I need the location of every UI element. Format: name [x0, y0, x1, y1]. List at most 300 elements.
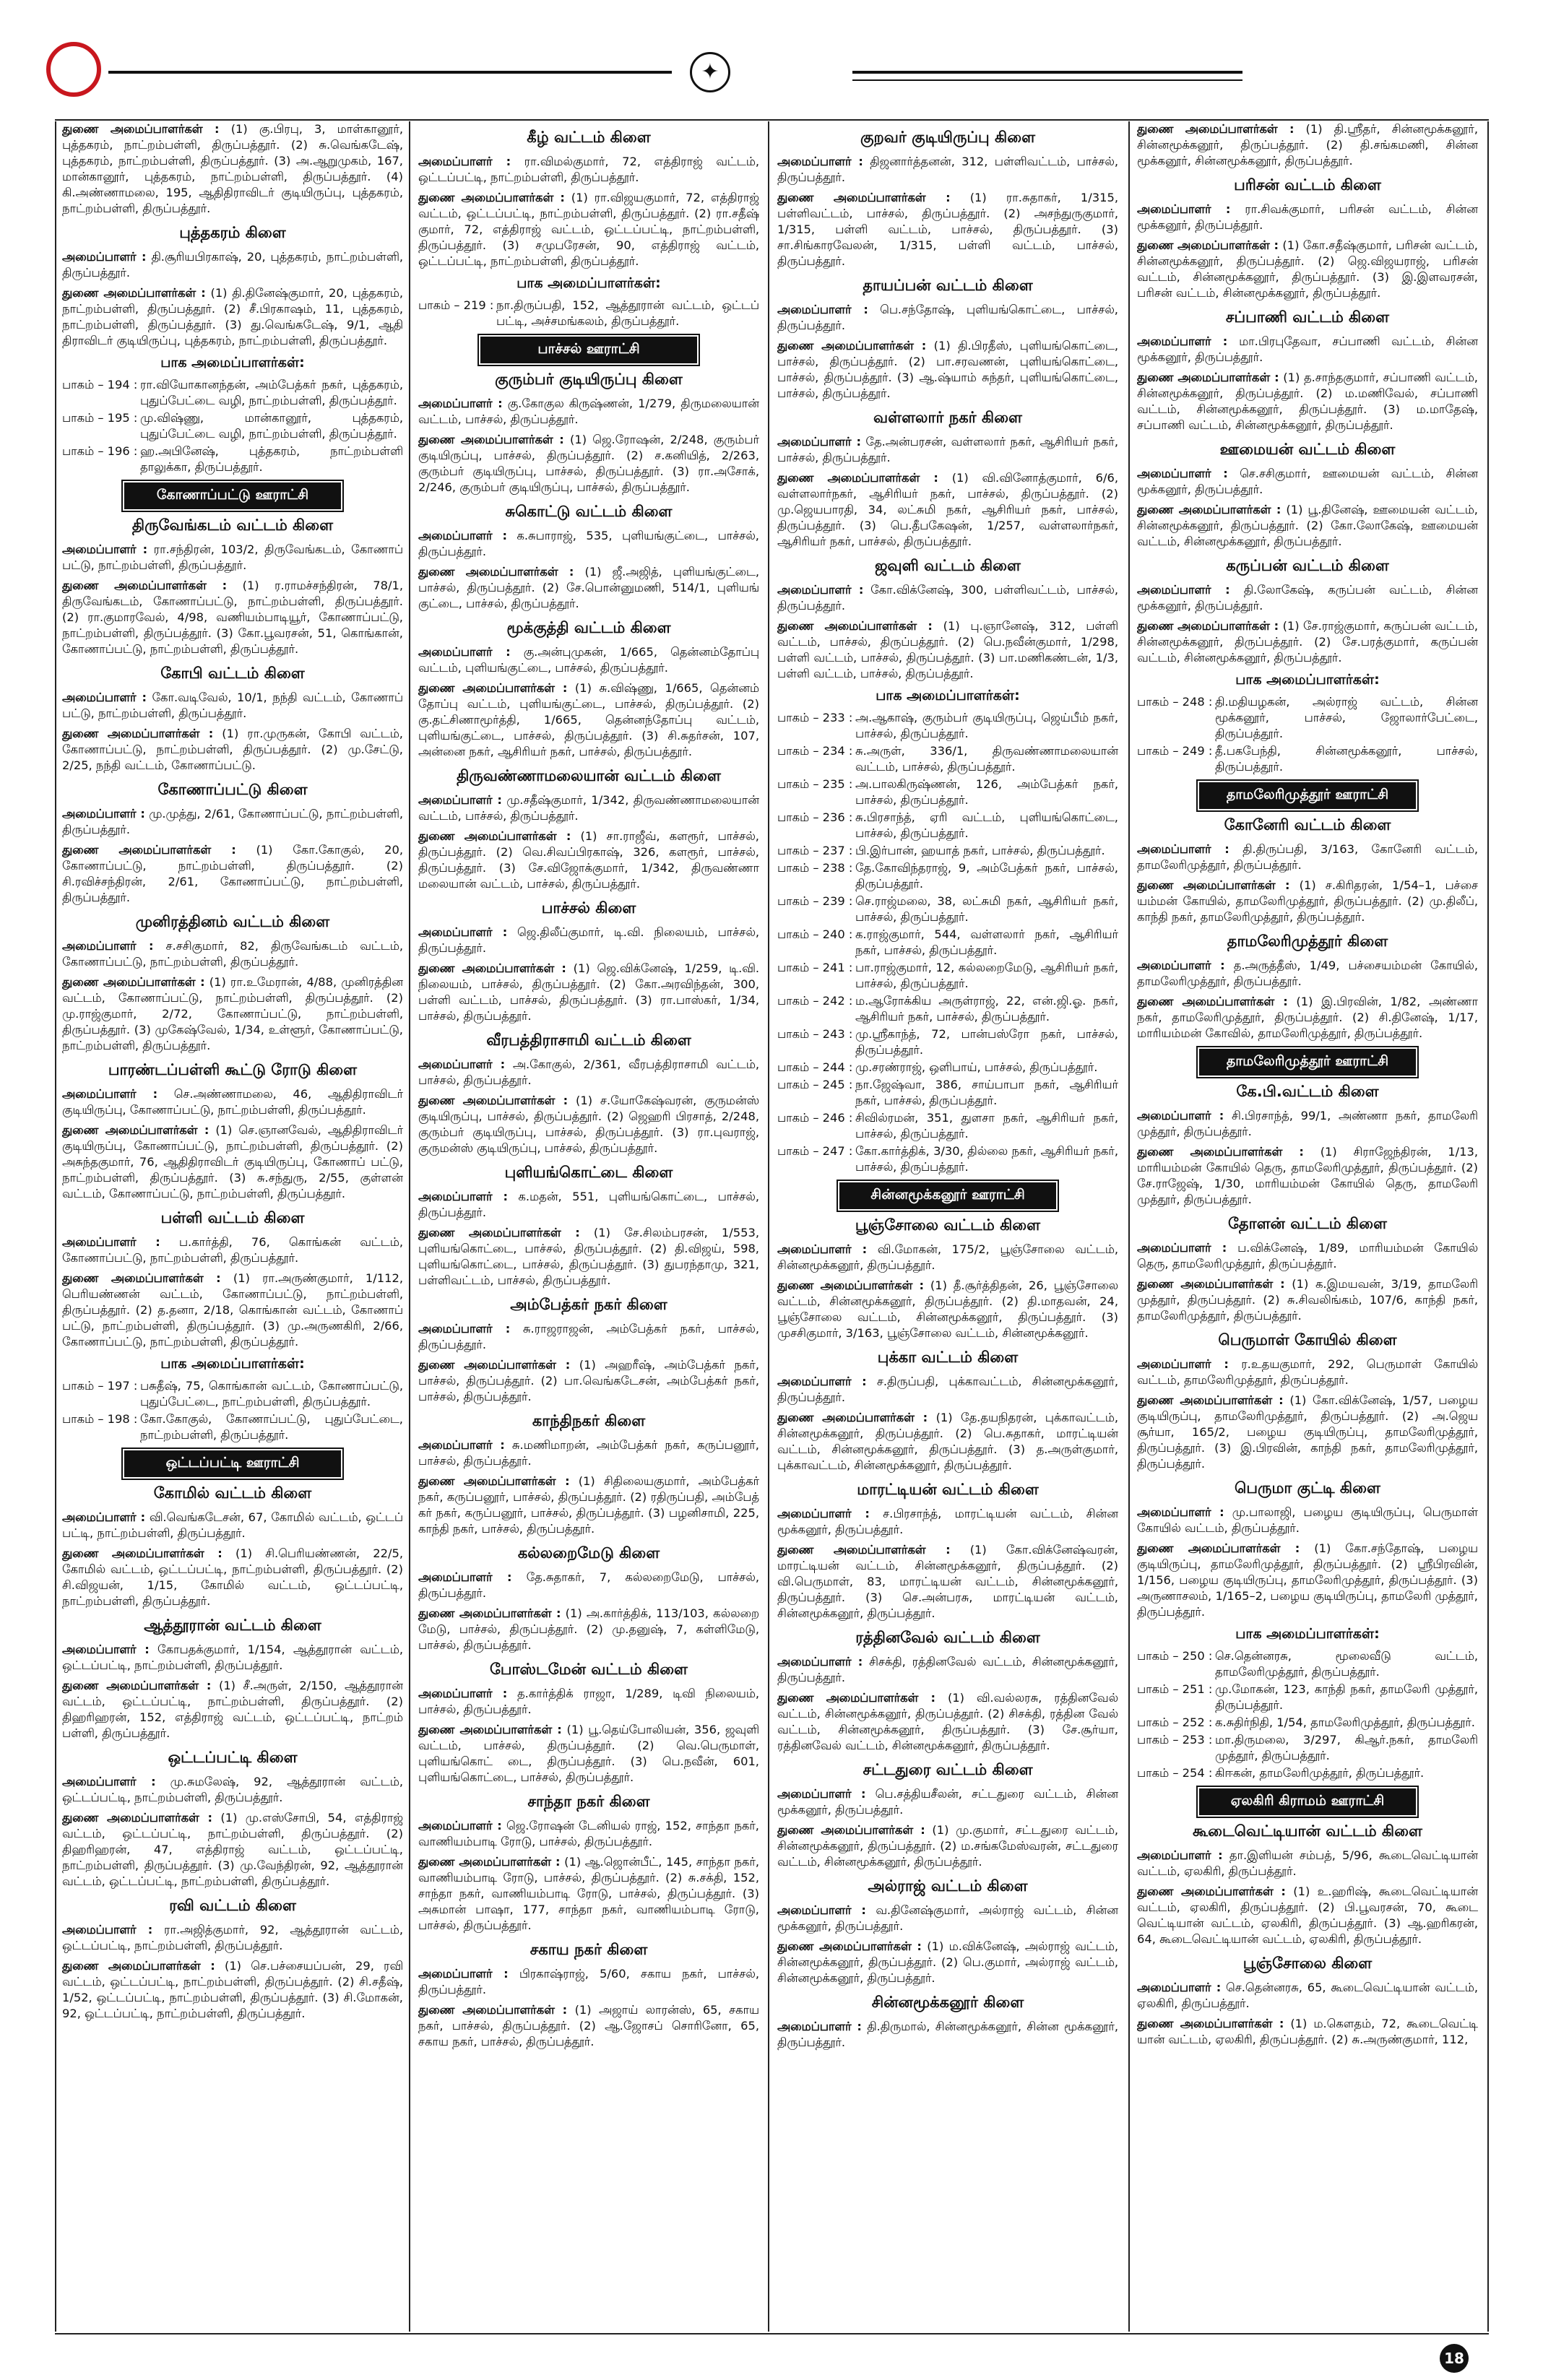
branch-heading: அல்ராஜ் வட்டம் கிளை [868, 1877, 1028, 1895]
role-label: அமைப்பாளர் : [1137, 1981, 1222, 1994]
member-details: (1) ஆ.ஜொன்பீட், 145, சாந்தா நகர், வாணியம்பாடி ரோடு, பாச்சல், திருப்பத்தூர். (2) சு.சக்தி, 152, சாந்தா நகர், வாணியம்பாடி ரோடு, பாச்சல், திருப்பத்தூர். (3) அசுமான் பாஷா, 177, சாந்தா நகர், வாணியம்பாடி ரோடு, பாச்சல், திருப்பத்தூர். [418, 1855, 759, 1932]
role-label: துணை அமைப்பாளர்கள் : [418, 1606, 561, 1620]
member-details: (1) பு.ஞானேஷ், 312, பள்ளி வட்டம், பாச்சல், திருப்பத்தூர். (2) பெ.நவீன்குமார், 1/298, பள்ளி வட்டம், பாச்சல், திருப்பத்தூர். (3) பா.மணிகண்டன், 1/3, பள்ளி வட்டம், பாச்சல், திருப்பத்தூர். [777, 619, 1118, 680]
role-label: அமைப்பாளர் : [418, 1570, 512, 1584]
booth-number: பாகம் – 240 : [777, 927, 853, 941]
role-label: அமைப்பாளர் : [418, 1967, 509, 1981]
member-details: (1) சே.சிலம்பரசன், 1/553, புளியங்கொட்டை, பாச்சல், திருப்பத்தூர். (2) தி.விஜய், 598, புளியங்கொட்டை, பாச்சல், திருப்பத்தூர். (3) துபரந்தாமு, 321, பள்ளிவட்டம், பாச்சல், திருப்பத்தூர். [418, 1226, 759, 1287]
member-paragraph [62, 1271, 403, 1350]
role-label: அமைப்பாளர் : [1137, 842, 1229, 856]
branch-heading: புளியங்கொட்டை கிளை [504, 1164, 673, 1181]
member-paragraph [777, 1242, 1118, 1273]
member-paragraph [418, 1474, 759, 1537]
member-paragraph [62, 121, 403, 217]
booth-organiser: மு.விஷ்ணு, மான்கானூர், புத்தகரம், புதுப்பேட்டை வழி, நாட்றம்பள்ளி, திருப்பத்தூர். [140, 411, 403, 441]
booth-row [777, 1026, 1118, 1058]
role-label: அமைப்பாளர் : [777, 1655, 863, 1669]
member-paragraph [418, 1437, 759, 1469]
role-label: துணை அமைப்பாளர்கள் : [62, 727, 214, 740]
role-label: அமைப்பாளர் : [62, 939, 154, 953]
booth-number: பாகம் – 243 : [777, 1027, 853, 1041]
role-label: துணை அமைப்பாளர்கள் : [1137, 2017, 1284, 2030]
member-details: (1) ரா.சுதாகர், 1/315, பள்ளிவட்டம், பாச்சல், திருப்பத்தூர். (2) அசந்துருகுமார், 1/315, பள்ளி வட்டம், பாச்சல், திருப்பத்தூர். (3) சா.சிங்காரவேலன், 1/315, பள்ளி வட்டம், பாச்சல், திருப்பத்தூர். [777, 191, 1118, 268]
member-paragraph [418, 1057, 759, 1089]
booth-section-heading: பாக அமைப்பாளர்கள்: [876, 688, 1020, 704]
member-paragraph [1137, 582, 1478, 614]
member-details: (1) ஜெ.ரோஷன், 2/248, குரும்பர் குடியிருப்பு, பாச்சல், திருப்பத்தூர். (2) ச.கனியித், 2/263, குரும்பர் குடியிருப்பு, பாச்சல், திருப்பத்தூர். (3) ரா.அசோக், 2/246, குரும்பர் குடியிருப்பு, பாச்சல், திருப்பத்தூர். [418, 433, 759, 494]
booth-row [777, 960, 1118, 992]
role-label: துணை அமைப்பாளர்கள் : [62, 843, 236, 857]
article-columns [55, 121, 1489, 2332]
member-details: (1) அஹரீஷ், அம்பேத்கர் நகர், பாச்சல், திருப்பத்தூர். (2) பா.வெங்கடேசன், அம்பேத்கர் நகர், பாச்சல், திருப்பத்தூர். [418, 1358, 759, 1403]
member-details: (1) ம.விக்னேஷ், அல்ராஜ் வட்டம், சின்னமூக்கனூர், திருப்பத்தூர். (2) பெ.குமார், அல்ராஜ் வட்டம், சின்னமூக்கனூர், திருப்பத்தூர். [777, 1939, 1118, 1985]
booth-row [1137, 1648, 1478, 1680]
member-paragraph [777, 1506, 1118, 1538]
booth-row [1137, 743, 1478, 775]
role-label: துணை அமைப்பாளர்கள் : [777, 1823, 925, 1837]
booth-row [1137, 1682, 1478, 1713]
role-label: அமைப்பாளர் : [62, 542, 148, 556]
role-label: துணை அமைப்பாளர்கள் : [1137, 1277, 1285, 1291]
member-paragraph [1137, 1144, 1478, 1208]
branch-heading: திருவண்ணாமலையான் வட்டம் கிளை [457, 767, 721, 784]
booth-organiser: மு.மோகன், 123, காந்தி நகர், தாமலேரி முத்தூர், திருப்பத்தூர். [1215, 1682, 1478, 1712]
member-paragraph [1137, 618, 1478, 666]
branch-heading: புக்கா வட்டம் கிளை [877, 1349, 1019, 1366]
member-paragraph [1137, 1848, 1478, 1879]
role-label: துணை அமைப்பாளர்கள் : [62, 579, 228, 592]
branch-heading: கோபி வட்டம் கிளை [160, 665, 305, 682]
member-details: (1) சா.ராஜீவ், களரூர், பாச்சல், திருப்பத்தூர். (2) வெ.சிவப்பிரகாஷ், 326, களரூர், பாச்சல், திருப்பத்தூர். (3) சே.விஜோக்குமார், 1/342, திருவண்ணா மலையான் வட்டம், பாச்சல், திருப்பத்தூர். [418, 829, 759, 891]
role-label: அமைப்பாளர் : [1137, 1505, 1224, 1519]
member-details: கோபதக்குமார், 1/154, ஆத்தூரான் வட்டம், ஒட்டப்பட்டி, நாட்றம்பள்ளி, திருப்பத்தூர். [62, 1643, 403, 1672]
branch-heading: பாச்சல் கிளை [541, 899, 636, 917]
role-label: துணை அமைப்பாளர்கள் : [777, 1543, 951, 1557]
member-paragraph [777, 338, 1118, 402]
member-details: (1) சிதிலையகுமார், அம்பேத்கர் நகர், கருப்பனூர், பாச்சல், திருப்பத்தூர். (2) ரதிருப்பதி, அம்பேத் கர் நகர், கருப்பனூர், பாச்சல், திருப்பத்தூர். (3) பழனிசாமி, 225, காந்தி நகர், பாச்சல், திருப்பத்தூர். [418, 1474, 759, 1536]
booth-number: பாகம் – 250 : [1137, 1649, 1213, 1663]
member-details: மு.பாலாஜி, பழைய குடியிருப்பு, பெருமாள் கோயில் வட்டம், திருப்பத்தூர். [1137, 1505, 1478, 1535]
role-label: அமைப்பாளர் : [418, 793, 502, 807]
role-label: துணை அமைப்பாளர்கள் : [1137, 238, 1279, 252]
branch-heading: கருப்பன் வட்டம் கிளை [1226, 557, 1389, 574]
role-label: துணை அமைப்பாளர்கள் : [62, 1679, 212, 1692]
member-paragraph [418, 1686, 759, 1718]
member-details: ப.விக்னேஷ், 1/89, மாரியம்மன் கோயில் தெரு, தாமலேரிமுத்தூர், திருப்பத்தூர். [1137, 1241, 1478, 1271]
booth-number: பாகம் – 238 : [777, 861, 853, 875]
booth-number: பாகம் – 242 : [777, 994, 853, 1008]
member-details: ரா.விமல்குமார், 72, எத்திராஜ் வட்டம், ஒட்டப்பட்டி, நாட்றம்பள்ளி, திருப்பத்தூர். [418, 155, 759, 184]
role-label: அமைப்பாளர் : [62, 807, 145, 821]
member-details: (1) சே.ராஜ்குமார், கருப்பன் வட்டம், சின்னமூக்கனூர், திருப்பத்தூர். (2) சே.பரத்குமார், கருப்பன் வட்டம், சின்னமூக்கனூர், திருப்பத்தூர். [1137, 619, 1478, 665]
role-label: அமைப்பாளர் : [777, 1242, 868, 1256]
member-details: (1) இ.பிரவின், 1/82, அண்ணா நகர், தாமலேரிமுத்தூர், திருப்பத்தூர். (2) சி.தினேஷ், 1/17, மாரியம்மன் கோவில், தாமலேரிமுத்தூர், திருப்பத்தூர். [1137, 995, 1478, 1040]
role-label: துணை அமைப்பாளர்கள் : [777, 471, 938, 485]
member-details: (1) மு.எஸ்சோபி, 54, எத்திராஜ் வட்டம், ஒட்டப்பட்டி, நாட்றம்பள்ளி, திருப்பத்தூர். (2) திஹரிஹரன், 47, எத்திராஜ் வட்டம், ஒட்டப்பட்டி, நாட்றம்பள்ளி, திருப்பத்தூர். (3) மு.வேந்திரன், 92, ஆத்தூரான் வட்டம், ஒட்டப்பட்டி, நாட்றம்பள்ளி, திருப்பத்தூர். [62, 1811, 403, 1888]
branch-heading: பரிசன் வட்டம் கிளை [1234, 176, 1381, 194]
booth-organiser: பி.இர்பான், ஹயாத் நகர், பாச்சல், திருப்பத்தூர். [855, 844, 1105, 857]
booth-section-heading: பாக அமைப்பாளர்கள்: [1235, 1626, 1380, 1642]
role-label: துணை அமைப்பாளர்கள் : [418, 1094, 569, 1107]
branch-heading: சுகொட்டு வட்டம் கிளை [505, 503, 673, 520]
booth-number: பாகம் – 234 : [777, 744, 853, 758]
role-label: துணை அமைப்பாளர்கள் : [418, 1855, 561, 1869]
role-label: அமைப்பாளர் : [62, 1643, 150, 1656]
member-paragraph [418, 1321, 759, 1353]
member-details: (1) சீ.அருள், 2/150, ஆத்தூரான் வட்டம், ஒட்டப்பட்டி, நாட்றம்பள்ளி, திருப்பத்தூர். (2) திஹரிஹரன், 152, எத்திராஜ் வட்டம், ஒட்டப்பட்டி, நாட்றம் பள்ளி, திருப்பத்தூர். [62, 1679, 403, 1740]
booth-organiser: தி.மதியழகன், அல்ராஜ் வட்டம், சின்ன மூக்கனூர், பாச்சல், ஜோலார்பேட்டை, திருப்பத்தூர். [1215, 695, 1478, 740]
branch-heading: சாந்தா நகர் கிளை [527, 1793, 650, 1810]
member-details: (1) கு.பிரபு, 3, மாள்கானூர், புத்தகரம், நாட்றம்பள்ளி, திருப்பத்தூர். (2) சு.வெங்கடேஷ், புத்தகரம், நாட்றம்பள்ளி, திருப்பத்தூர். (3) அ.ஆறுமுகம், 167, மான்கானூர், புத்தகரம், நாட்றம்பள்ளி, திருப்பத்தூர். (4) கி.அண்ணாமலை, 195, ஆதிதிராவிடர் குடியிருப்பு, புத்தகரம், நாட்றம்பள்ளி, திருப்பத்தூர். [62, 122, 403, 215]
booth-row [777, 993, 1118, 1025]
member-details: ஜெ.ரோஷன் டேனியல் ராஜ், 152, சாந்தா நகர், வாணியம்பாடி ரோடு, பாச்சல், திருப்பத்தூர். [418, 1819, 759, 1848]
branch-heading: புத்தகரம் கிளை [179, 224, 286, 241]
branch-heading: தோளன் வட்டம் கிளை [1228, 1215, 1387, 1232]
booth-organiser: மு.சரண்ராஜ், ஒளிபாய், பாச்சல், திருப்பத்தூர். [855, 1060, 1098, 1074]
booth-number: பாகம் – 245 : [777, 1078, 853, 1091]
member-paragraph [777, 1542, 1118, 1622]
member-details: (1) உ.ஹரிஷ், கூடைவெட்டியான் வட்டம், ஏலகிரி, திருப்பத்தூர். (2) பி.பூவரசன், 70, கூடை வெட்டியான் வட்டம், ஏலகிரி, திருப்பத்தூர். (3) ஆ.ஹரிகரன், 64, கூடைவெட்டியான் வட்டம், ஏலகிரி, திருப்பத்தூர். [1137, 1884, 1478, 1946]
member-details: கு.கோகுல கிருஷ்ணன், 1/279, திருமலையான் வட்டம், பாச்சல், திருப்பத்தூர். [418, 397, 759, 426]
branch-heading: பூஞ்சோலை கிளை [1242, 1955, 1373, 1972]
role-label: துணை அமைப்பாளர்கள் : [1137, 619, 1279, 633]
branch-heading: பூஞ்சோலை வட்டம் கிளை [855, 1216, 1041, 1234]
member-details: த.அருத்தீஸ், 1/49, பச்சையம்மன் கோயில், தாமலேரிமுத்தூர், திருப்பத்தூர். [1137, 959, 1478, 988]
member-paragraph [1137, 334, 1478, 365]
member-details: தே.சுதாகர், 7, கல்லறைமேடு, பாச்சல், திருப்பத்தூர். [418, 1570, 759, 1600]
member-details: (1) கோ.விக்னேஷ், 1/57, பழைய குடியிருப்பு, தாமலேரிமுத்தூர், திருப்பத்தூர். (2) அ.ஜெய சூர்யா, 165/2, பழைய குடியிருப்பு, தாமலேரிமுத்தூர், திருப்பத்தூர். (3) இ.பிரவின், காந்தி நகர், தாமலேரிமுத்தூர், திருப்பத்தூர். [1137, 1393, 1478, 1471]
member-paragraph [62, 542, 403, 574]
booth-organiser: நா.திருப்பதி, 152, ஆத்தூரான் வட்டம், ஒட்டப் பட்டி, அச்சமங்கலம், திருப்பத்தூர். [496, 298, 759, 328]
member-paragraph [418, 828, 759, 892]
booth-section-heading: பாக அமைப்பாளர்கள்: [1235, 672, 1380, 688]
booth-section-heading: பாக அமைப்பாளர்கள்: [160, 355, 305, 371]
header-rule-left [108, 71, 672, 74]
member-details: வி.மோகன், 175/2, பூஞ்சோலை வட்டம், சின்னமூக்கனூர், திருப்பத்தூர். [777, 1242, 1118, 1272]
branch-heading: ஆத்தூரான் வட்டம் கிளை [144, 1617, 321, 1634]
booth-organiser: மா.திருமலை, 3/297, கிஆர்.நகர், தாமலேரி முத்தூர், திருப்பத்தூர். [1215, 1733, 1478, 1762]
booth-organiser: கோ.கோகுல், கோணாப்பட்டு, புதுப்பேட்டை, நாட்றம்பள்ளி, திருப்பத்தூர். [140, 1412, 403, 1442]
branch-heading: சப்பாணி வட்டம் கிளை [1225, 308, 1390, 326]
booth-organiser: கிஈகன், தாமலேரிமுத்தூர், திருப்பத்தூர். [1215, 1766, 1425, 1780]
member-details: (1) தே.தயநிதரன், புக்காவட்டம், சின்னமூக்கனூர், திருப்பத்தூர். (2) பெ.சுதாகர், மாரட்டியன் வட்டம், சின்னமூக்கனூர், திருப்பத்தூர். (3) த.அருள்குமார், புக்காவட்டம், சின்னமூக்கனூர், திருப்பத்தூர். [777, 1411, 1118, 1472]
member-paragraph [418, 1722, 759, 1786]
member-details: (1) பூ.தெய்போலியன், 356, ஜவுளி வட்டம், பாச்சல், திருப்பத்தூர். (2) வெ.பெருமாள், புளியங்கொட் டை, திருப்பத்தூர். (3) பெ.நவீன், 601, புளியங்கொட்டை, பாச்சல், திருப்பத்தூர். [418, 1723, 759, 1784]
role-label: அமைப்பாளர் : [418, 397, 503, 410]
branch-heading: கோணாப்பட்டு கிளை [157, 781, 308, 798]
member-details: (1) ம.கௌதம், 72, கூடைவெட்டி யான் வட்டம், ஏலகிரி, திருப்பத்தூர். (2) சு.அருண்குமார், 112, [1137, 2017, 1478, 2046]
booth-number: பாகம் – 219 : [418, 298, 494, 312]
branch-heading: ஒட்டப்பட்டி கிளை [168, 1749, 298, 1766]
role-label: துணை அமைப்பாளர்கள் : [418, 681, 568, 695]
member-paragraph [1137, 1505, 1478, 1536]
member-paragraph [62, 1678, 403, 1741]
member-details: (1) கோ.சதீஷ்குமார், பரிசன் வட்டம், சின்னமூக்கனூர், திருப்பத்தூர். (2) ஜெ.விஜயராஜ், பரிசன் வட்டம், சின்னமூக்கனூர், திருப்பத்தூர். (3) இ.இளவரசன், பரிசன் வட்டம், சின்னமூக்கனூர், திருப்பத்தூர். [1137, 238, 1478, 300]
role-label: துணை அமைப்பாளர்கள் : [777, 1691, 936, 1705]
member-paragraph [418, 961, 759, 1024]
branch-heading: சின்னமூக்கனூர் கிளை [871, 1994, 1024, 2011]
member-paragraph [418, 644, 759, 676]
member-details: மு.முத்து, 2/61, கோணாப்பட்டு, நாட்றம்பள்ளி, திருப்பத்தூர். [62, 807, 403, 836]
member-paragraph [62, 974, 403, 1054]
member-details: (1) செ.ஞானவேல், ஆதிதிராவிடர் குடியிருப்பு, கோணாப்பட்டு, நாட்றம்பள்ளி, திருப்பத்தூர். (2) அசுந்தகுமார், 76, ஆதிதிராவிடர் குடியிருப்பு, கோணாப் பட்டு, நாட்றம்பள்ளி, திருப்பத்தூர். (3) சு.சந்துரு, 2/55, குள்ளன் வட்டம், கோணாப்பட்டு, நாட்றம்பள்ளி, திருப்பத்தூர். [62, 1123, 403, 1200]
member-paragraph [418, 2002, 759, 2050]
role-label: துணை அமைப்பாளர்கள் : [777, 1411, 928, 1424]
booth-row [1137, 1765, 1478, 1781]
role-label: அமைப்பாளர் : [418, 529, 507, 542]
booth-number: பாகம் – 195 : [62, 411, 138, 425]
role-label: அமைப்பாளர் : [1137, 1109, 1224, 1122]
member-details: (1) கோ.கோகுல், 20, கோணாப்பட்டு, நாட்றம்பள்ளி, திருப்பத்தூர். (2) சி.ரவிச்சந்திரன், 2/61, கோணாப்பட்டு, நாட்றம்பள்ளி, திருப்பத்தூர். [62, 843, 403, 904]
member-details: (1) க.இமயவன், 3/19, தாமலேரி முத்தூர், திருப்பத்தூர். (2) சு.சிவலிங்கம், 107/6, காந்தி நகர், தாமலேரிமுத்தூர், திருப்பத்தூர். [1137, 1277, 1478, 1323]
text-column-3 [777, 121, 1118, 2332]
member-details: (1) தி.பிரதீஸ், புளியங்கொட்டை, பாச்சல், திருப்பத்தூர். (2) பா.சரவணன், புளியங்கொட்டை, பாச்சல், திருப்பத்தூர். (3) ஆ.ஷ்யாம் சுந்தர், புளியங்கொட்டை, பாச்சல், திருப்பத்தூர். [777, 339, 1118, 400]
member-paragraph [418, 1570, 759, 1601]
booth-number: பாகம் – 241 : [777, 961, 853, 974]
booth-row [1137, 694, 1478, 742]
member-paragraph [1137, 1884, 1478, 1947]
member-paragraph [62, 1086, 403, 1118]
booth-row [777, 1077, 1118, 1109]
branch-heading: தாயப்பன் வட்டம் கிளை [863, 277, 1033, 294]
emblem-icon: ✦ [690, 52, 730, 92]
role-label: அமைப்பாளர் : [777, 1903, 866, 1917]
member-details: திஜனார்த்தனன், 312, பள்ளிவட்டம், பாச்சல், திருப்பத்தூர். [777, 155, 1118, 184]
member-paragraph [1137, 1356, 1478, 1388]
member-paragraph [418, 1854, 759, 1934]
role-label: துணை அமைப்பாளர்கள் : [1137, 878, 1290, 892]
header-rule-right-thin [852, 79, 1242, 81]
member-details: சு.மணிமாறன், அம்பேத்கர் நகர், கருப்பனூர், பாச்சல், திருப்பத்தூர். [418, 1438, 759, 1468]
member-details: (1) வி.வல்லரசு, ரத்தினவேல் வட்டம், சின்னமூக்கனூர், திருப்பத்தூர். (2) சிசக்தி, ரத்தின வேல் வட்டம், சின்னமூக்கனூர், திருப்பத்தூர். (3) சே.சூர்யா, ரத்தினவேல் வட்டம், சின்னமூக்கனூர், திருப்பத்தூர். [777, 1691, 1118, 1752]
role-label: துணை அமைப்பாளர்கள் : [418, 829, 571, 843]
booth-organiser: கோ.கார்த்திக், 3/30, தில்லை நகர், ஆசிரியர் நகர், பாச்சல், திருப்பத்தூர். [855, 1144, 1118, 1174]
booth-row [418, 298, 759, 329]
member-details: வ.தினேஷ்குமார், அல்ராஜ் வட்டம், சின்ன மூக்கனூர், திருப்பத்தூர். [777, 1903, 1118, 1933]
member-paragraph [418, 396, 759, 428]
member-paragraph [1137, 1393, 1478, 1472]
member-paragraph [1137, 1240, 1478, 1272]
text-column-4 [1137, 121, 1478, 2332]
member-paragraph [777, 1374, 1118, 1406]
booth-row [1137, 1715, 1478, 1731]
page-header [0, 0, 1543, 123]
role-label: அமைப்பாளர் : [418, 1438, 505, 1452]
booth-number: பாகம் – 244 : [777, 1060, 853, 1074]
member-details: (1) வி.வினோத்குமார், 6/6, வள்ளலார்நகர், ஆசிரியர் நகர், பாச்சல், திருப்பத்தூர். (2) மு.ஜெயபாரதி, 34, லட்சுமி நகர், ஆசிரியர் நகர், பாச்சல், திருப்பத்தூர். (3) பெ.தீபகேஷன், 1/257, வள்ளலார்நகர், ஆசிரியர் நகர், பாச்சல், திருப்பத்தூர். [777, 471, 1118, 548]
member-paragraph [1137, 1541, 1478, 1620]
booth-row [62, 410, 403, 442]
member-paragraph [1137, 878, 1478, 925]
member-paragraph [1137, 2016, 1478, 2048]
member-details: தி.சூரியபிரகாஷ், 20, புத்தகரம், நாட்றம்பள்ளி, திருப்பத்தூர். [62, 250, 403, 280]
member-paragraph [1137, 1980, 1478, 2012]
member-paragraph [777, 618, 1118, 682]
booth-row [777, 1143, 1118, 1175]
member-paragraph [418, 792, 759, 824]
role-label: துணை அமைப்பாளர்கள் : [1137, 1393, 1284, 1407]
booth-number: பாகம் – 236 : [777, 810, 853, 824]
role-label: அமைப்பாளர் : [1137, 334, 1228, 348]
booth-row [62, 1378, 403, 1410]
member-paragraph [418, 925, 759, 956]
member-details: ச.திருப்பதி, புக்காவட்டம், சின்னமூக்கனூர், திருப்பத்தூர். [777, 1375, 1118, 1404]
member-paragraph [62, 1642, 403, 1674]
member-details: (1) ர.ராமச்சந்திரன், 78/1, திருவேங்கடம், கோணாப்பட்டு, நாட்றம்பள்ளி, திருப்பத்தூர். (2) ரா.குமாரவேல், 4/98, வணியம்பாடியூர், கோணாப்பட்டு, நாட்றம்பள்ளி, திருப்பத்தூர். (3) கோ.பூவரசன், 51, கொங்கான், கோணாப்பட்டு, நாட்றம்பள்ளி, திருப்பத்தூர். [62, 579, 403, 656]
role-label: துணை அமைப்பாளர்கள் : [62, 122, 220, 136]
booth-row [777, 860, 1118, 892]
member-paragraph [777, 470, 1118, 550]
role-label: துணை அமைப்பாளர்கள் : [62, 286, 206, 300]
booth-organiser: செ.ராஜ்மலை, 38, லட்சுமி நகர், ஆசிரியர் நகர், பாச்சல், திருப்பத்தூர். [855, 894, 1118, 924]
member-details: பெ.சத்தியசீலன், சட்டதுரை வட்டம், சின்ன மூக்கனூர், திருப்பத்தூர். [777, 1787, 1118, 1817]
member-paragraph [418, 1189, 759, 1221]
role-label: அமைப்பாளர் : [418, 925, 508, 939]
booth-organiser: அ.பாலகிருஷ்ணன், 126, அம்பேத்கர் நகர், பாச்சல், திருப்பத்தூர். [855, 777, 1118, 807]
role-label: அமைப்பாளர் : [777, 155, 863, 168]
member-details: (1) தி.ஸ்ரீதர், சின்னமூக்கனூர், சின்னமூக்கனூர், திருப்பத்தூர். (2) தி.சங்கமணி, சின்ன மூக்கனூர், சின்னமூக்கனூர், திருப்பத்தூர். [1137, 122, 1478, 168]
member-paragraph [62, 726, 403, 774]
member-paragraph [62, 938, 403, 970]
booth-organiser: மு.ஸ்ரீகாந்த், 72, பான்பஸ்ரோ நகர், பாச்சல், திருப்பத்தூர். [855, 1027, 1118, 1057]
booth-number: பாகம் – 239 : [777, 894, 853, 908]
member-details: (1) ஜெ.விக்னேஷ், 1/259, டி.வி. நிலையம், பாச்சல், திருப்பத்தூர். (2) கோ.அரவிந்தன், 300, பள்ளி வட்டம், பாச்சல், திருப்பத்தூர். (3) ரா.பாஸ்கர், 1/34, பாச்சல், திருப்பத்தூர். [418, 961, 759, 1023]
member-paragraph [777, 1939, 1118, 1986]
panchayat-banner: கோணாப்பட்டு ஊராட்சி [124, 483, 340, 509]
member-details: மு.சுமலேஷ், 92, ஆத்தூரான் வட்டம், ஒட்டப்பட்டி, நாட்றம்பள்ளி, திருப்பத்தூர். [62, 1775, 403, 1804]
role-label: அமைப்பாளர் : [1137, 1848, 1223, 1862]
member-paragraph [418, 1966, 759, 1998]
member-paragraph [777, 1278, 1118, 1341]
member-paragraph [1137, 238, 1478, 301]
role-label: அமைப்பாளர் : [62, 691, 147, 704]
member-details: செ.சசிகுமார், ஊமையன் வட்டம், சின்ன மூக்கனூர், திருப்பத்தூர். [1137, 467, 1478, 496]
booth-section-heading: பாக அமைப்பாளர்கள்: [160, 1356, 305, 1372]
role-label: அமைப்பாளர் : [1137, 202, 1231, 216]
member-details: ரா.சிவக்குமார், பரிசன் வட்டம், சின்ன மூக்கனூர், திருப்பத்தூர். [1137, 202, 1478, 232]
role-label: துணை அமைப்பாளர்கள் : [1137, 1145, 1304, 1159]
booth-organiser: அ.ஆகாஷ், குரும்பர் குடியிருப்பு, ஜெய்பீம் நகர், பாச்சல், திருப்பத்தூர். [855, 711, 1118, 740]
member-paragraph [62, 806, 403, 838]
role-label: துணை அமைப்பாளர்கள் : [62, 1811, 213, 1825]
member-paragraph [777, 1690, 1118, 1754]
booth-organiser: சு.பிரசாந்த், ஏரி வட்டம், புளியங்கொட்டை, பாச்சல், திருப்பத்தூர். [855, 810, 1118, 840]
member-details: கோ.விக்னேஷ், 300, பள்ளிவட்டம், பாச்சல், திருப்பத்தூர். [777, 583, 1118, 613]
role-label: அமைப்பாளர் : [777, 303, 868, 316]
booth-organiser: ஹ.அபினேஷ், புத்தகரம், நாட்றம்பள்ளி தாலுக்கா, திருப்பத்தூர். [140, 444, 403, 474]
branch-heading: வீரபத்திராசாமி வட்டம் கிளை [486, 1031, 691, 1049]
page-number: 18 [1440, 2344, 1469, 2373]
member-details: ரா.சந்திரன், 103/2, திருவேங்கடம், கோணாப் பட்டு, நாட்றம்பள்ளி, திருப்பத்தூர். [62, 542, 403, 572]
member-details: (1) ஜீ.அஜித், புளியங்குட்டை, பாச்சல், திருப்பத்தூர். (2) சே.பொன்னுமணி, 514/1, புளியங் குட்டை, பாச்சல், திருப்பத்தூர். [418, 565, 759, 610]
member-paragraph [418, 1225, 759, 1289]
member-details: செ.தென்னரசு, 65, கூடைவெட்டியான் வட்டம், ஏலகிரி, திருப்பத்தூர். [1137, 1981, 1478, 2010]
branch-heading: தாமலேரிமுத்தூர் கிளை [1227, 932, 1388, 950]
member-details: (1) மு.குமார், சட்டதுரை வட்டம், சின்னமூக்கனூர், திருப்பத்தூர். (2) ம.சங்கமேஸ்வரன், சட்டதுரை வட்டம், சின்னமூக்கனூர், திருப்பத்தூர். [777, 1823, 1118, 1869]
booth-row [62, 1411, 403, 1443]
member-paragraph [777, 154, 1118, 186]
member-paragraph [1137, 502, 1478, 550]
role-label: துணை அமைப்பாளர்கள் : [62, 1959, 215, 1973]
member-paragraph [62, 842, 403, 906]
branch-heading: கூடைவெட்டியான் வட்டம் கிளை [1193, 1822, 1422, 1840]
branch-heading: கல்லறைமேடு கிளை [517, 1544, 660, 1562]
role-label: அமைப்பாளர் : [418, 645, 511, 659]
booth-row [1137, 1732, 1478, 1764]
member-paragraph [1137, 202, 1478, 233]
member-paragraph [777, 302, 1118, 334]
role-label: அமைப்பாளர் : [1137, 1357, 1229, 1371]
panchayat-banner: ஒட்டப்பட்டி ஊராட்சி [124, 1450, 340, 1477]
booth-number: பாகம் – 235 : [777, 777, 853, 791]
booth-row [62, 377, 403, 409]
booth-organiser: சிவில்ரமன், 351, துளசா நகர், ஆசிரியர் நகர், பாச்சல், திருப்பத்தூர். [855, 1111, 1118, 1141]
member-details: (1) தீ.சூர்த்திதன், 26, பூஞ்சோலை வட்டம், சின்னமூக்கனூர், திருப்பத்தூர். (2) தி.மாதவன், 24, பூஞ்சோலை வட்டம், சின்னமூக்கனூர், திருப்பத்தூர். (3) முசசிகுமார், 3/163, பூஞ்சோலை வட்டம், சின்னமூக்கனூர். [777, 1278, 1118, 1340]
branch-heading: பெருமா குட்டி கிளை [1235, 1479, 1380, 1497]
member-paragraph [418, 1357, 759, 1405]
role-label: அமைப்பாளர் : [418, 1687, 508, 1700]
branch-heading: ஊமையன் வட்டம் கிளை [1219, 441, 1396, 458]
member-details: (1) கோ.விக்னேஷ்வரன், மாரட்டியன் வட்டம், சின்னமூக்கனூர், திருப்பத்தூர். (2) வி.பெருமாள், 83, மாரட்டியன் வட்டம், சின்னமூக்கனூர், திருப்பத்தூர். (3) செ.அன்பரசு, மாரட்டியன் வட்டம், சின்னமூக்கனூர், திருப்பத்தூர். [777, 1543, 1118, 1620]
booth-row [777, 843, 1118, 859]
member-details: (1) ச.யோகேஷ்வரன், குருமன்ஸ் குடியிருப்பு, பாச்சல், திருப்பத்தூர். (2) ஜெஹரி பிரசாத், 2/248, குரும்பர் குடியிருப்பு, பாச்சல், திருப்பத்தூர். (3) ரா.புவராஜ், குருமன்ஸ் குடியிருப்பு, பாச்சல், திருப்பத்தூர். [418, 1094, 759, 1155]
booth-organiser: தே.கோவிந்தராஜ், 9, அம்பேத்கர் நகர், பாச்சல், திருப்பத்தூர். [855, 861, 1118, 891]
booth-row [777, 710, 1118, 742]
booth-number: பாகம் – 233 : [777, 711, 853, 724]
frame-bottom-rule [55, 2333, 1489, 2334]
role-label: அமைப்பாளர் : [777, 1375, 867, 1388]
red-circle-ornament [46, 42, 101, 97]
branch-heading: முனிரத்தினம் வட்டம் கிளை [135, 913, 330, 930]
role-label: துணை அமைப்பாளர்கள் : [418, 565, 574, 579]
text-column-2 [418, 121, 759, 2332]
booth-number: பாகம் – 237 : [777, 844, 853, 857]
branch-heading: காந்திநகர் கிளை [532, 1412, 646, 1429]
role-label: துணை அமைப்பாளர்கள் : [1137, 1541, 1300, 1555]
branch-heading: வள்ளலார் நகர் கிளை [873, 409, 1022, 426]
booth-row [777, 1110, 1118, 1142]
member-details: (1) த.சாந்தகுமார், சப்பாணி வட்டம், சின்னமூக்கனூர், திருப்பத்தூர். (2) ம.மணிவேல், சப்பாணி வட்டம், சின்னமூக்கனூர், திருப்பத்தூர். (3) ம.மாதேஷ், சப்பாணி வட்டம், சின்னமூக்கனூர், திருப்பத்தூர். [1137, 371, 1478, 432]
member-paragraph [62, 1546, 403, 1609]
branch-heading: கோனேரி வட்டம் கிளை [1224, 816, 1391, 834]
member-paragraph [62, 249, 403, 281]
role-label: துணை அமைப்பாளர்கள் : [1137, 122, 1295, 136]
branch-heading: சட்டதுரை வட்டம் கிளை [863, 1761, 1033, 1778]
member-details: (1) அஜாய் லாரன்ஸ், 65, சகாய நகர், பாச்சல், திருப்பத்தூர். (2) ஆ.ஜோசப் சொரினோ, 65, சகாய நகர், பாச்சல், திருப்பத்தூர். [418, 2003, 759, 2048]
booth-organiser: க.ராஜ்குமார், 544, வள்ளலார் நகர், ஆசிரியர் நகர், பாச்சல், திருப்பத்தூர். [855, 927, 1118, 957]
member-details: (1) கோ.சந்தோஷ், பழைய குடியிருப்பு, தாமலேரிமுத்தூர், திருப்பத்தூர். (2) ஸ்ரீபிரவின், 1/156, பழைய குடியிருப்பு, தாமலேரிமுத்தூர், திருப்பத்தூர். (3) அருணாசலம், 1/165–2, பழைய குடியிருப்பு, தாமலேரி முத்தூர், திருப்பத்தூர். [1137, 1541, 1478, 1619]
member-paragraph [62, 1774, 403, 1806]
member-details: பிரகாஷ்ராஜ், 5/60, சகாய நகர், பாச்சல், திருப்பத்தூர். [418, 1967, 759, 1996]
member-paragraph [1137, 121, 1478, 169]
role-label: அமைப்பாளர் : [418, 1057, 506, 1071]
member-details: க.சுபாராஜ், 535, புளியங்குட்டை, பாச்சல், திருப்பத்தூர். [418, 529, 759, 558]
role-label: துணை அமைப்பாளர்கள் : [62, 975, 205, 989]
member-details: (1) ரா.விஜயகுமார், 72, எத்திராஜ் வட்டம், ஒட்டப்பட்டி, நாட்றம்பள்ளி, திருப்பத்தூர். (2) ரா.சதீஷ் குமார், 72, எத்திராஜ் வட்டம், ஒட்டப்பட்டி, நாட்றம்பள்ளி, திருப்பத்தூர். (3) சமுபரேசன், 90, எத்திராஜ் வட்டம், ஒட்டப்பட்டி, நாட்றம்பள்ளி, திருப்பத்தூர். [418, 191, 759, 268]
member-paragraph [1137, 1276, 1478, 1324]
booth-organiser: ம.ஆரோக்கிய அருள்ராஜ், 22, என்.ஜி.ஓ. நகர், ஆசிரியர் நகர், பாச்சல், திருப்பத்தூர். [855, 994, 1118, 1024]
booth-number: பாகம் – 251 : [1137, 1682, 1213, 1696]
booth-organiser: செ.தென்னரசு, மூலைவீடு வட்டம், தாமலேரிமுத்தூர், திருப்பத்தூர். [1215, 1649, 1478, 1679]
booth-organiser: க.சுதிர்நிதி, 1/54, தாமலேரிமுத்தூர், திருப்பத்தூர். [1215, 1715, 1475, 1729]
member-paragraph [1137, 1108, 1478, 1140]
member-paragraph [418, 190, 759, 269]
panchayat-banner: சின்னமூக்கனூர் ஊராட்சி [839, 1182, 1055, 1209]
member-paragraph [777, 1903, 1118, 1934]
member-details: ரா.அஜித்குமார், 92, ஆத்தூரான் வட்டம், ஒட்டப்பட்டி, நாட்றம்பள்ளி, திருப்பத்தூர். [62, 1923, 403, 1952]
role-label: அமைப்பாளர் : [777, 435, 861, 449]
role-label: அமைப்பாளர் : [62, 1510, 146, 1524]
